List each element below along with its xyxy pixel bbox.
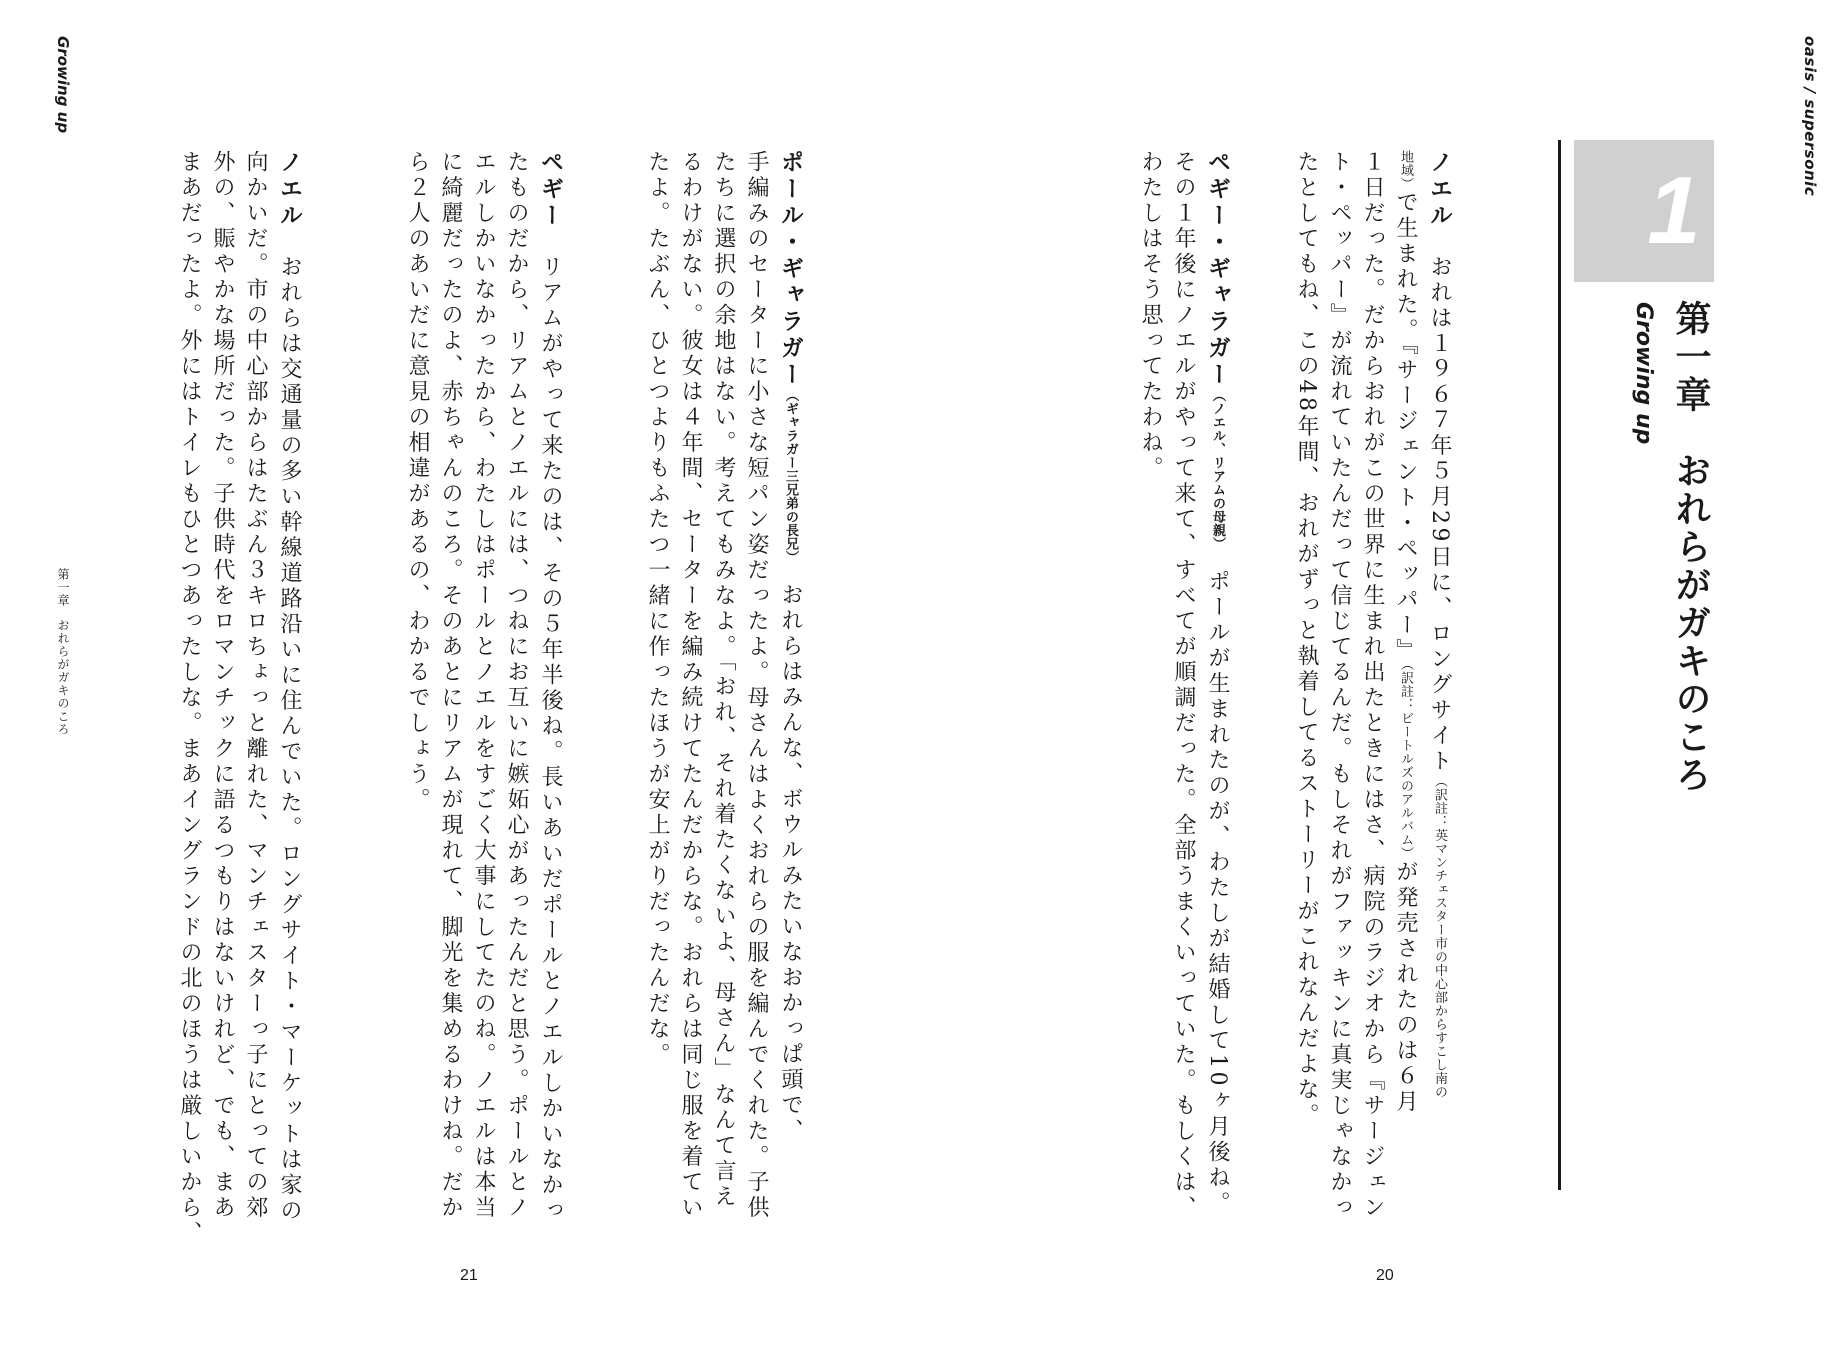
- paragraph-text: たものだから、リアムとノエルには、つねにお互いに嫉妬心があったんだと思う。ポールとノ: [504, 150, 529, 1221]
- running-footer-chapter: [48, 568, 72, 768]
- speaker-note: （ノエル、リアムの母親）: [1210, 388, 1225, 544]
- running-head-series: oasis / supersonic: [1801, 36, 1819, 197]
- chapter-subtitle: Growing up: [1631, 302, 1656, 445]
- chapter-title-text: おれらがガキのころ: [1670, 452, 1711, 794]
- chapter-number: 1: [1647, 157, 1701, 264]
- paragraph-text: 外の、賑やかな場所だった。子供時代をロマンチックに語るつもりはないけれど、でも、まあ: [210, 150, 235, 1221]
- paragraph-text: おれらは交通量の多い幹線道路沿いに住んでいた。ロングサイト・マーケットは家の: [277, 255, 302, 1224]
- speaker-label: ポール・ギャラガー: [777, 150, 803, 389]
- footer-chapter-label: 第一章: [56, 568, 70, 607]
- paragraph-peggy-2: [337, 150, 567, 1224]
- paragraph-text: まあだったよ。外にはトイレもひとつあったしな。まあイングランドの北のほうは厳しいから、: [177, 150, 202, 1247]
- paragraph-text: リアムがやって来たのは、その５年半後ね。長いあいだポールとノエルしかいなかっ: [538, 255, 563, 1224]
- paragraph-text: たよ。たぶん、ひとつよりもふたつ一緒に作ったほうが安上がりだったんだな。: [645, 150, 670, 1068]
- paragraph-text: たとしてもね、この48年間、おれがずっと執着してるストーリーがこれなんだよな。: [1294, 150, 1319, 1129]
- paragraph-noel-1: [1266, 150, 1456, 1221]
- paragraph-text: で生まれた。『サージェント・ペッパー』: [1393, 190, 1418, 664]
- paragraph-text: たちに選択の余地はない。考えてもみなよ。「おれ、それ着たくないよ、母さん」なんて言え: [711, 150, 736, 1210]
- paragraph-text: ら２人のあいだに意見の相違があるの、わかるでしょう。: [405, 150, 430, 813]
- speaker-label: ペギー: [537, 150, 563, 230]
- chapter-rule: [1558, 140, 1561, 1190]
- speaker-label: ノエル: [276, 150, 302, 230]
- paragraph-text: ト・ペッパー』が流れていたんだって信じてるんだ。もしそれがファッキンに真実じゃなかっ: [1327, 150, 1352, 1221]
- chapter-label: 第一章: [1670, 300, 1711, 414]
- paragraph-text: その１年後にノエルがやって来て、すべてが順調だった。全部うまくいっていた。もしくは、: [1171, 150, 1196, 1221]
- paragraph-peggy-1: [1102, 150, 1234, 1221]
- paragraph-noel-2: [136, 150, 306, 1247]
- translator-note: 地域）: [1398, 150, 1413, 191]
- speaker-label: ノエル: [1426, 150, 1452, 230]
- paragraph-text: わたしはそう思ってたわね。: [1138, 150, 1163, 482]
- paragraph-text: に綺麗だったのよ、赤ちゃんのころ。そのあとにリアムが現れて、脚光を集めるわけね。だか: [438, 150, 463, 1221]
- chapter-title: [1662, 300, 1712, 794]
- paragraph-text: 手編みのセーターに小さな短パン姿だったよ。母さんはよくおれらの服を編んでくれた。子供: [744, 150, 769, 1221]
- paragraph-paul: [607, 150, 807, 1221]
- translator-note: （訳註：英マンチェスター市の中心部からすこし南の: [1432, 774, 1447, 1099]
- speaker-label: ペギー・ギャラガー: [1204, 150, 1230, 389]
- running-head-chapter-en: Growing up: [54, 36, 72, 134]
- paragraph-text: が発売されたのは６月: [1393, 860, 1418, 1115]
- paragraph-text: おれらはみんな、ボウルみたいなおかっぱ頭で、: [778, 583, 803, 1144]
- chapter-number-box: [1574, 140, 1714, 282]
- page-number-right: 20: [1376, 1267, 1394, 1284]
- paragraph-text: おれは１９６７年５月29日に、ロングサイト: [1427, 255, 1452, 775]
- page-number-left: 21: [460, 1267, 478, 1284]
- translator-note: （訳註：ビートルズのアルバム）: [1398, 664, 1413, 860]
- paragraph-text: 向かいだ。市の中心部からはたぶん３キロちょっと離れた、マンチェスターっ子にとっての郊: [243, 150, 268, 1221]
- paragraph-text: エルしかいなかったから、わたしはポールとノエルをすごく大事にしてたのね。ノエルは本当: [471, 150, 496, 1221]
- paragraph-text: るわけがない。彼女は４年間、セーターを編み続けてたんだからな。おれらは同じ服を着てい: [678, 150, 703, 1221]
- speaker-note: （ギャラガー三兄弟の長兄）: [783, 388, 798, 558]
- paragraph-text: ポールが生まれたのが、わたしが結婚して10ヶ月後ね。: [1205, 569, 1230, 1217]
- footer-chapter-title: おれらがガキのころ: [56, 619, 70, 736]
- paragraph-text: １日だった。だからおれがこの世界に生まれ出たときにはさ、病院のラジオから『サージェン: [1360, 150, 1385, 1221]
